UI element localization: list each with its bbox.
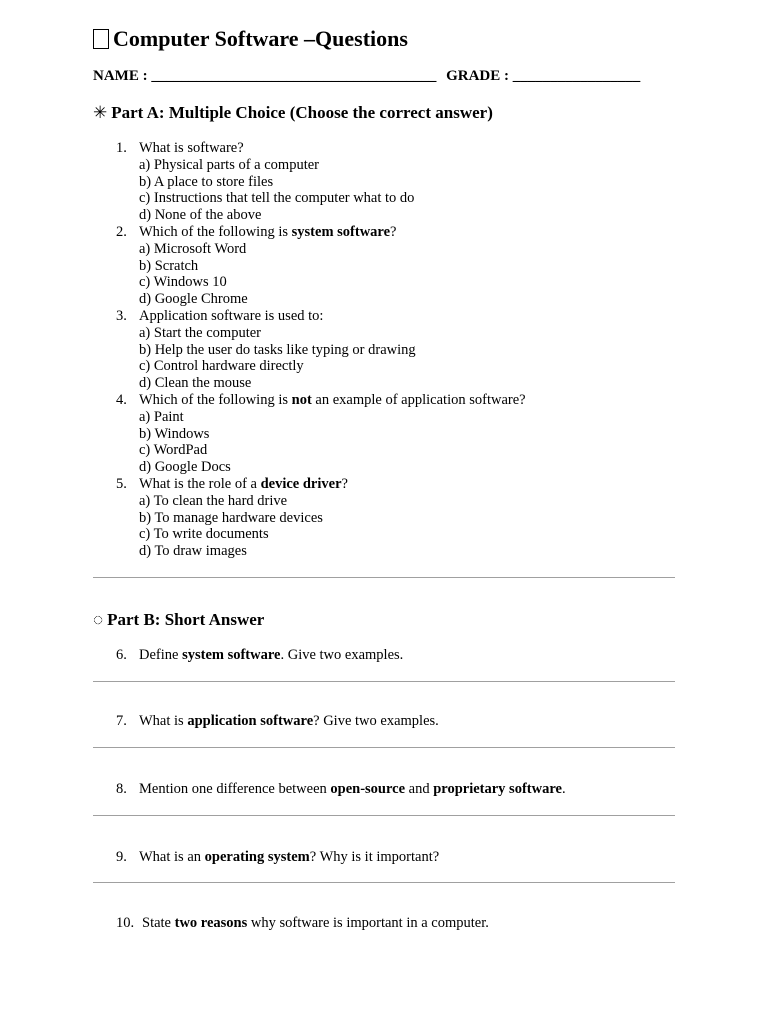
dotted-circle-icon: ◌ [93,610,104,629]
question-text: What is an [139,849,205,865]
question-10: 10. State two reasons why software is important in a computer. [116,915,489,931]
question-number: 2. [116,223,127,240]
option-c: c) Windows 10 [139,274,227,291]
name-blank: ______________________________________ [151,68,437,84]
name-grade-row [93,68,640,85]
missing-glyph-icon [93,29,109,49]
option-a: a) Physical parts of a computer [139,156,319,173]
question-bold-term: not [291,391,312,408]
option-a: a) Microsoft Word [139,240,247,257]
question-number: 9. [116,849,127,865]
option-c: c) Control hardware directly [139,358,304,375]
question-text-end: ? [390,223,397,240]
question-9 [116,849,439,866]
question-3 [116,308,676,392]
question-text: What is [139,713,188,729]
part-b-heading [93,610,264,630]
question-text-end: . [561,781,566,797]
page-title [93,26,408,52]
question-8 [116,781,566,798]
option-c: c) WordPad [139,442,208,459]
question-text: What is software? [139,140,244,156]
question-number: 8. [116,781,127,797]
option-a: a) Start the computer [139,324,261,341]
question-bold-term-2: proprietary software [433,781,562,797]
question-number: 1. [116,140,127,156]
title-text: Computer Software –Questions [113,26,408,51]
question-number: 4. [116,391,127,408]
question-text-end: ? Why is it important? [309,849,440,865]
option-d: d) Clean the mouse [139,375,252,392]
part-a-heading-text: Part A: Multiple Choice (Choose the correct answer) [111,103,493,122]
question-text-end: ? Give two examples. [313,713,439,729]
part-a-heading [93,103,493,123]
question-text: Which of the following is [139,223,292,240]
option-a: a) Paint [139,408,184,425]
question-text: Which of the following is [139,391,292,408]
name-label: NAME : [93,68,152,84]
grade-label: GRADE : [446,68,513,84]
grade-blank: _________________ [512,68,641,84]
question-bold-term: application software [187,713,314,729]
question-bold-term: two reasons [174,915,248,931]
question-text-end: an example of application software? [311,391,526,408]
option-c: c) Instructions that tell the computer what to do [139,190,415,207]
option-b: b) Windows [139,425,210,442]
answer-line-6 [93,681,675,682]
option-b: b) A place to store files [139,173,274,190]
question-text-end: . Give two examples. [280,647,404,663]
question-bold-term: device driver [260,475,342,492]
multiple-choice-list [116,140,676,560]
question-6 [116,647,403,664]
question-bold-term: open-source [330,781,406,797]
option-b: b) To manage hardware devices [139,509,323,526]
question-text: Mention one difference between [139,781,331,797]
question-5 [116,476,676,560]
question-number: 5. [116,475,127,492]
section-divider [93,577,675,578]
question-number: 3. [116,307,127,324]
option-c: c) To write documents [139,526,269,543]
option-b: b) Help the user do tasks like typing or drawing [139,341,416,358]
answer-line-8 [93,815,675,816]
question-text-mid: and [405,781,434,797]
answer-line-7 [93,747,675,748]
question-text: Define [139,647,183,663]
question-number: 6. [116,647,127,663]
option-d: d) Google Docs [139,459,231,476]
asterisk-icon: ✳ [93,103,108,122]
question-text: Application software is used to: [139,307,324,324]
question-text: What is the role of a [139,475,261,492]
question-bold-term: operating system [204,849,310,865]
question-7 [116,713,439,730]
question-text-end: why software is important in a computer. [247,915,489,931]
question-4 [116,392,676,476]
question-text: State [142,915,175,931]
option-d: d) To draw images [139,543,247,560]
question-number: 7. [116,713,127,729]
question-text-end: ? [341,475,348,492]
part-b-heading-text: Part B: Short Answer [107,610,265,629]
option-a: a) To clean the hard drive [139,492,288,509]
answer-line-9 [93,882,675,883]
question-1 [116,140,676,224]
question-bold-term: system software [291,223,391,240]
option-d: d) Google Chrome [139,291,248,308]
option-b: b) Scratch [139,257,199,274]
question-2 [116,224,676,308]
question-bold-term: system software [182,647,281,663]
option-d: d) None of the above [139,207,262,224]
